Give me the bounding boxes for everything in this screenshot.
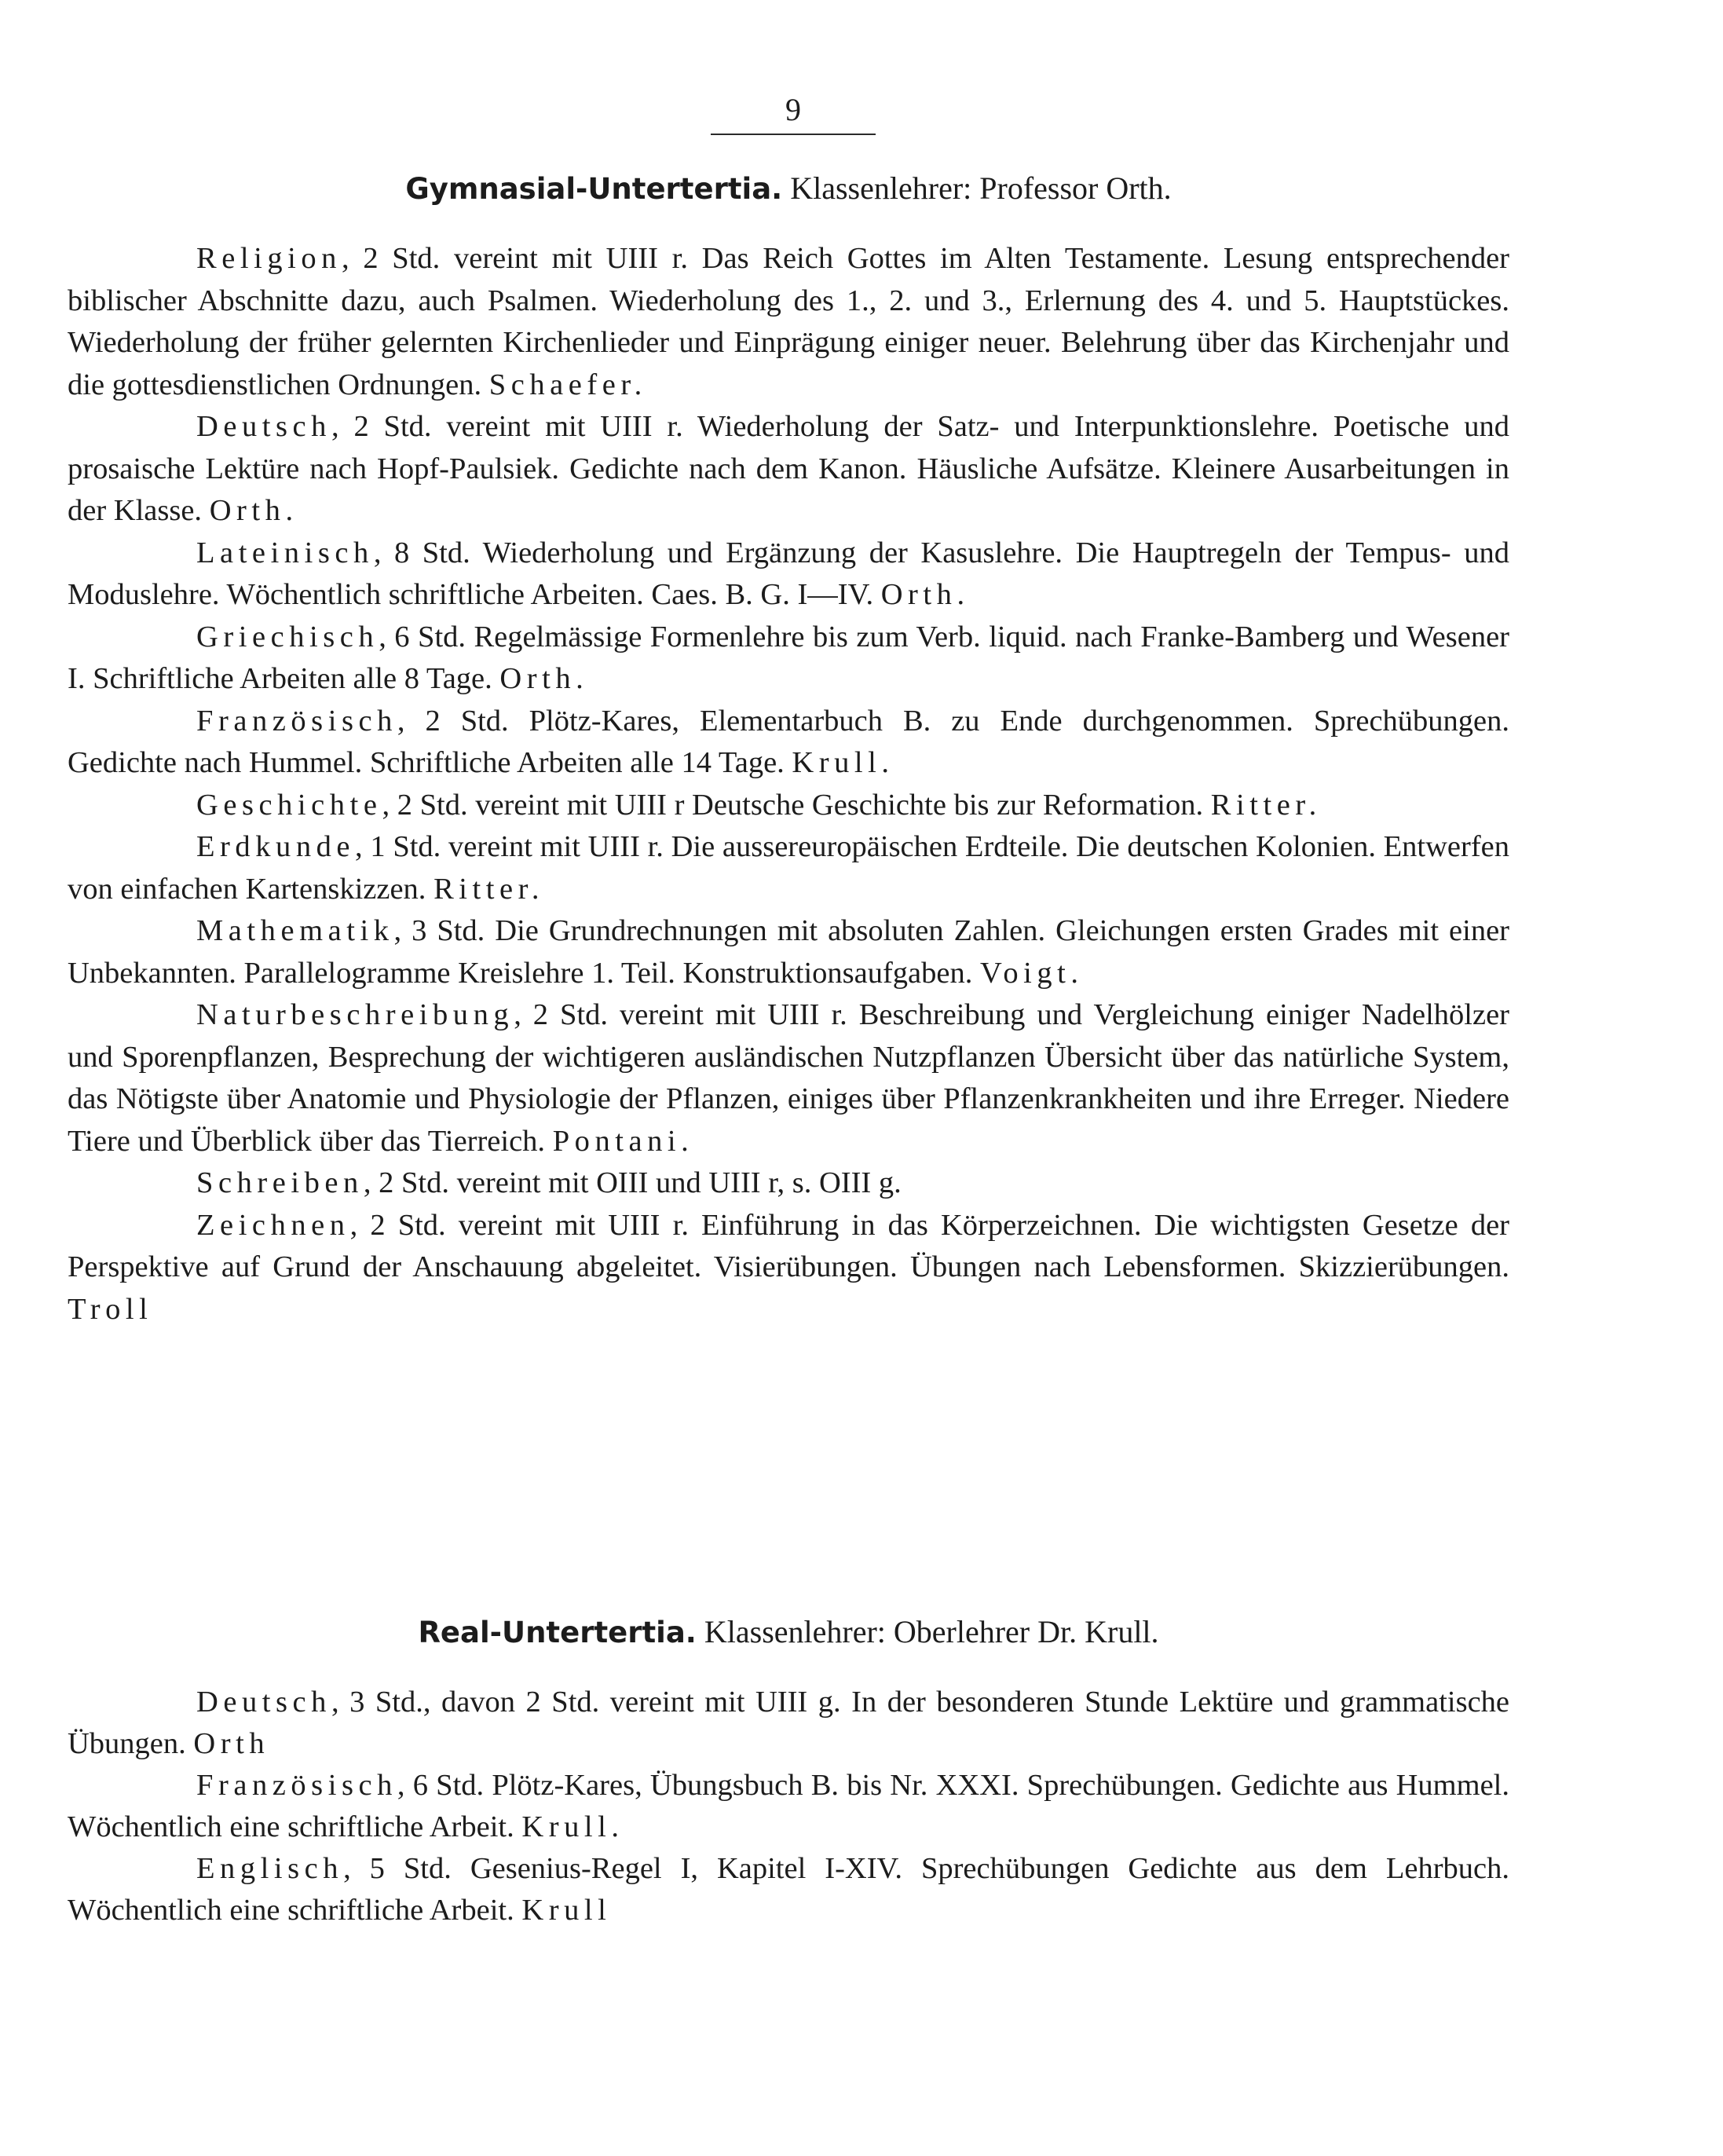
teacher-name: Schaefer. bbox=[488, 368, 647, 401]
entry-franzoesisch bbox=[68, 1765, 1509, 1848]
entry-text: , 2 Std. Plötz-Kares, Elementarbuch B. zu Ende durchgenommen. Sprechübungen. Gedichte nach Hummel. Schriftliche Arbeiten alle 14 Tage. bbox=[68, 704, 1509, 779]
section-heading bbox=[68, 167, 1509, 211]
entry-geschichte bbox=[68, 785, 1509, 827]
entry-text: , 6 Std. Regelmässige Formenlehre bis zum Verb. liquid. nach Franke-Bamberg und Wesener I. Schriftliche Arbeiten alle 8 Tage. bbox=[68, 620, 1509, 695]
entry-religion bbox=[68, 238, 1509, 406]
subject-name: Zeichnen bbox=[196, 1208, 350, 1242]
subject-name: Mathematik bbox=[196, 914, 394, 947]
section-title: Gymnasial-Untertertia. bbox=[405, 172, 783, 206]
teacher-name: Orth. bbox=[880, 578, 970, 611]
entry-naturbeschreibung bbox=[68, 994, 1509, 1162]
teacher-name: Troll bbox=[68, 1292, 153, 1326]
teacher-name: Orth. bbox=[499, 662, 589, 695]
entry-text: , 5 Std. Gesenius-Regel I, Kapitel I-XIV. Sprechübungen Gedichte aus dem Lehrbuch. Wöchentlich eine schriftliche Arbeit. bbox=[68, 1852, 1509, 1927]
section-gymnasial-untertertia bbox=[68, 167, 1509, 1331]
entry-englisch bbox=[68, 1848, 1509, 1931]
teacher-name: Ritter. bbox=[433, 872, 545, 906]
subject-name: Deutsch bbox=[196, 410, 331, 443]
subject-name: Schreiben bbox=[196, 1166, 364, 1199]
page-number: 9 bbox=[711, 91, 876, 135]
entry-text: , 2 Std. vereint mit UIII r. Das Reich Gottes im Alten Testamente. Lesung entsprechender biblischer Abschnitte dazu, auch Psalmen. Wiederholung des 1., 2. und 3., Erlernung des 4. und 5. Hauptstückes. Wiederholung der früher gelernten Kirchenlieder und Einprägung einiger neuer. Belehrung über das Kirchenjahr und die gottesdienstlichen Ordnungen. bbox=[68, 242, 1509, 401]
subject-name: Französisch bbox=[196, 704, 397, 738]
entry-text: , 3 Std., davon 2 Std. vereint mit UIII g. In der besonderen Stunde Lektüre und grammatische Übungen. bbox=[68, 1686, 1509, 1760]
subject-name: Deutsch bbox=[196, 1686, 331, 1719]
teacher-name: Voigt. bbox=[979, 956, 1084, 990]
entry-zeichnen bbox=[68, 1205, 1509, 1331]
entry-deutsch bbox=[68, 1682, 1509, 1765]
subject-name: Naturbeschreibung bbox=[196, 998, 514, 1031]
subject-name: Lateinisch bbox=[196, 536, 374, 569]
teacher-name: Pontani. bbox=[552, 1124, 694, 1158]
subject-name: Französisch bbox=[196, 1769, 397, 1802]
entry-franzoesisch bbox=[68, 701, 1509, 785]
entry-text: , 2 Std. vereint mit UIII r. Beschreibung und Vergleichung einiger Nadelhölzer und Sporenpflanzen, Besprechung der wichtigeren ausländischen Nutzpflanzen Übersicht über das natürliche System, das Nötigste über Anatomie und Physiologie der Pflanzen, einiges über Pflanzenkrankheiten und ihre Erreger. Niedere Tiere und Überblick über das Tierreich. bbox=[68, 998, 1509, 1158]
entry-erdkunde bbox=[68, 826, 1509, 910]
teacher-name: Orth bbox=[193, 1727, 270, 1760]
subject-name: Erdkunde bbox=[196, 830, 356, 863]
teacher-name: Orth. bbox=[209, 494, 298, 527]
teacher-name: Ritter. bbox=[1210, 788, 1322, 822]
subject-name: Religion bbox=[196, 242, 342, 275]
entry-mathematik bbox=[68, 910, 1509, 994]
section-real-untertertia bbox=[68, 1610, 1509, 1931]
entry-text: , 2 Std. vereint mit OIII und UIII r, s. OIII g. bbox=[363, 1166, 902, 1199]
subject-name: Englisch bbox=[196, 1852, 344, 1885]
teacher-name: Krull bbox=[521, 1894, 612, 1927]
entry-text: , 6 Std. Plötz-Kares, Übungsbuch B. bis Nr. XXXI. Sprechübungen. Gedichte aus Hummel. Wöchentlich eine schriftliche Arbeit. bbox=[68, 1769, 1509, 1843]
entry-text: , 2 Std. vereint mit UIII r. Einführung in das Körperzeichnen. Die wichtigsten Gesetze der Perspektive auf Grund der Anschauung abgeleitet. Visierübungen. Übungen nach Lebensformen. Skizzierübungen. bbox=[68, 1208, 1509, 1283]
entry-griechisch bbox=[68, 617, 1509, 701]
entry-text: , 8 Std. Wiederholung und Ergänzung der Kasuslehre. Die Hauptregeln der Tempus- und Moduslehre. Wöchentlich schriftliche Arbeiten. Caes. B. G. I—IV. bbox=[68, 536, 1509, 611]
section-title: Real-Untertertia. bbox=[418, 1616, 697, 1649]
entry-lateinisch bbox=[68, 533, 1509, 617]
section-heading bbox=[68, 1610, 1509, 1655]
teacher-name: Krull. bbox=[792, 746, 894, 779]
class-teacher-line: Klassenlehrer: Professor Orth. bbox=[790, 170, 1172, 206]
entry-schreiben bbox=[68, 1162, 1509, 1205]
teacher-name: Krull. bbox=[521, 1810, 624, 1843]
subject-name: Geschichte bbox=[196, 788, 382, 822]
entry-text: , 1 Std. vereint mit UIII r. Die aussereuropäischen Erdteile. Die deutschen Kolonien. Entwerfen von einfachen Kartenskizzen. bbox=[68, 830, 1509, 906]
entry-text: , 3 Std. Die Grundrechnungen mit absoluten Zahlen. Gleichungen ersten Grades mit einer Unbekannten. Parallelogramme Kreislehre 1. Teil. Konstruktionsaufgaben. bbox=[68, 914, 1509, 990]
entry-text: , 2 Std. vereint mit UIII r Deutsche Geschichte bis zur Reformation. bbox=[382, 788, 1204, 822]
entry-text: , 2 Std. vereint mit UIII r. Wiederholung der Satz- und Interpunktionslehre. Poetische und prosaische Lektüre nach Hopf-Paulsiek. Gedichte nach dem Kanon. Häusliche Aufsätze. Kleinere Ausarbeitungen in der Klasse. bbox=[68, 410, 1509, 527]
class-teacher-line: Klassenlehrer: Oberlehrer Dr. Krull. bbox=[704, 1614, 1159, 1649]
entry-deutsch bbox=[68, 406, 1509, 533]
subject-name: Griechisch bbox=[196, 620, 379, 653]
